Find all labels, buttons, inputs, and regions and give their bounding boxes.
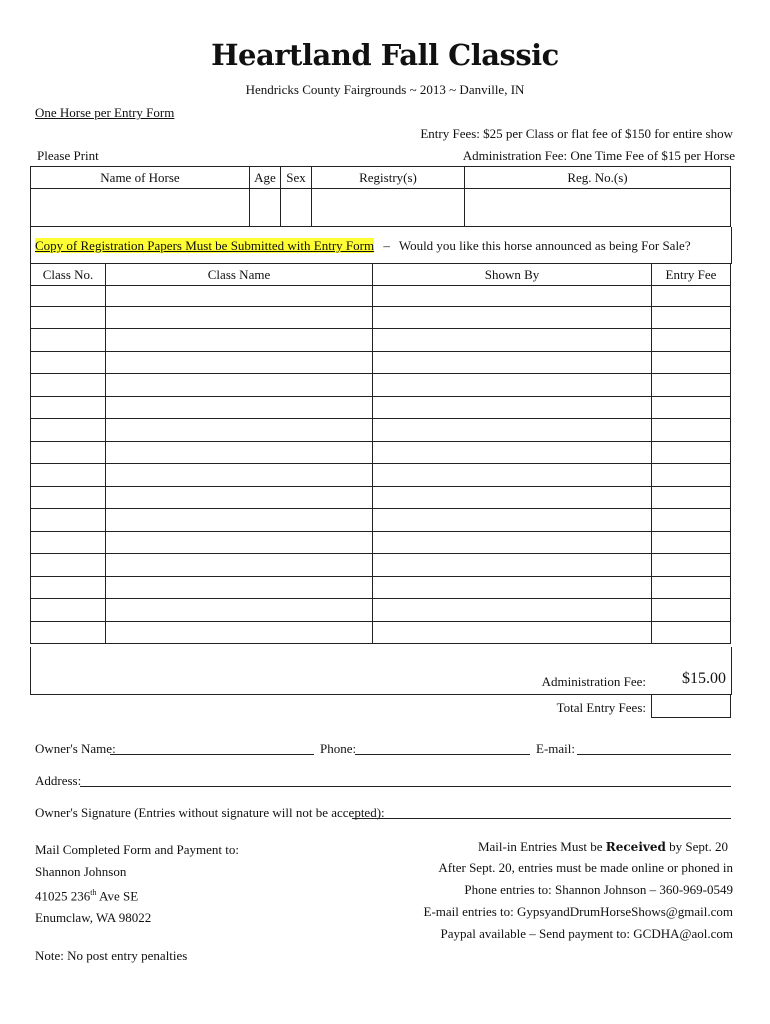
table-row: [31, 599, 731, 622]
page-subtitle: Hendricks County Fairgrounds ~ 2013 ~ Danville, IN: [245, 82, 525, 97]
header-name-of-horse: Name of Horse: [31, 167, 250, 189]
please-print: Please Print: [37, 148, 99, 163]
shown-by-field[interactable]: [373, 464, 652, 487]
class-no-field[interactable]: [31, 554, 106, 577]
table-row: [31, 419, 731, 442]
shown-by-field[interactable]: [373, 442, 652, 464]
entry-fees-note: Entry Fees: $25 per Class or flat fee of $150 for entire show: [420, 126, 733, 141]
form-name: One Horse per Entry Form: [35, 105, 175, 120]
table-row: [31, 464, 731, 487]
entry-fee-field[interactable]: [652, 554, 731, 577]
horse-sex-field[interactable]: [281, 189, 312, 227]
table-row: [31, 577, 731, 599]
class-no-field[interactable]: [31, 419, 106, 442]
email-label: E-mail:: [536, 741, 575, 756]
table-row: [31, 397, 731, 419]
shown-by-field[interactable]: [373, 352, 652, 374]
horse-age-field[interactable]: [250, 189, 281, 227]
for-sale-question: Would you like this horse announced as being For Sale?: [398, 238, 691, 253]
table-row: [31, 532, 731, 554]
shown-by-field[interactable]: [373, 509, 652, 532]
class-name-field[interactable]: [106, 509, 373, 532]
phone-entries: Phone entries to: Shannon Johnson – 360-969-0549: [464, 882, 733, 897]
entry-fee-field[interactable]: [652, 374, 731, 397]
header-class-no: Class No.: [31, 264, 106, 286]
header-reg-no: Reg. No.(s): [465, 167, 731, 189]
phone-label: Phone:: [320, 741, 357, 756]
table-row: [31, 307, 731, 329]
papers-note-row: [35, 238, 691, 254]
shown-by-field[interactable]: [373, 599, 652, 622]
class-name-field[interactable]: [106, 487, 373, 509]
shown-by-field[interactable]: [373, 554, 652, 577]
shown-by-field[interactable]: [373, 487, 652, 509]
table-row: [31, 509, 731, 532]
entry-fee-field[interactable]: [652, 329, 731, 352]
mail-deadline: Mail-in Entries Must be Received by Sept. 20: [477, 839, 728, 854]
horse-registry-field[interactable]: [312, 189, 465, 227]
horse-name-field[interactable]: [31, 189, 250, 227]
mail-to-label: Mail Completed Form and Payment to:: [35, 842, 240, 857]
papers-note: Copy of Registration Papers Must be Submitted with Entry Form: [35, 238, 375, 253]
class-no-field[interactable]: [31, 487, 106, 509]
entry-fee-field[interactable]: [652, 442, 731, 464]
class-name-field[interactable]: [106, 329, 373, 352]
entry-fee-field[interactable]: [652, 464, 731, 487]
class-no-field[interactable]: [31, 464, 106, 487]
post-entry-note: Note: No post entry penalties: [35, 948, 188, 963]
class-name-field[interactable]: [106, 554, 373, 577]
table-row: [31, 352, 731, 374]
table-row: [31, 487, 731, 509]
class-name-field[interactable]: [106, 622, 373, 644]
shown-by-field[interactable]: [373, 307, 652, 329]
class-name-field[interactable]: [106, 532, 373, 554]
class-no-field[interactable]: [31, 599, 106, 622]
shown-by-field[interactable]: [373, 419, 652, 442]
class-no-field[interactable]: [31, 509, 106, 532]
class-name-field[interactable]: [106, 577, 373, 599]
class-name-field[interactable]: [106, 352, 373, 374]
phone-field[interactable]: [355, 754, 530, 755]
class-no-field[interactable]: [31, 532, 106, 554]
class-name-field[interactable]: [106, 419, 373, 442]
email-entries: E-mail entries to: GypsyandDrumHorseShows@gmail.com: [423, 904, 733, 919]
shown-by-field[interactable]: [373, 397, 652, 419]
mail-name: Shannon Johnson: [35, 863, 127, 879]
header-registry: Registry(s): [312, 167, 465, 189]
shown-by-field[interactable]: [373, 532, 652, 554]
paypal-note: Paypal available – Send payment to: GCDHA@aol.com: [440, 926, 733, 941]
class-name-field[interactable]: [106, 307, 373, 329]
shown-by-field[interactable]: [373, 577, 652, 599]
signature-label: Owner's Signature (Entries without signature will not be accepted):: [35, 805, 385, 820]
table-row: [31, 622, 731, 644]
table-row: [31, 374, 731, 397]
header-shown-by: Shown By: [373, 264, 652, 286]
total-fees-label: Total Entry Fees:: [556, 700, 646, 715]
entry-fee-field[interactable]: [652, 397, 731, 419]
admin-fee-note: Administration Fee: One Time Fee of $15 per Horse: [462, 148, 735, 163]
class-no-field[interactable]: [31, 307, 106, 329]
entry-fee-field[interactable]: [652, 487, 731, 509]
admin-fee-value: $15.00: [682, 670, 726, 687]
class-no-field[interactable]: [31, 442, 106, 464]
horse-reg-no-field[interactable]: [465, 189, 731, 227]
entry-fee-field[interactable]: [652, 419, 731, 442]
horse-info-table: [30, 166, 731, 227]
header-age: Age: [250, 167, 281, 189]
owner-name-label: Owner's Name:: [35, 741, 116, 756]
header-entry-fee: Entry Fee: [652, 264, 731, 286]
mail-to-block: [35, 839, 239, 928]
table-row: [31, 329, 731, 352]
mail-city: Enumclaw, WA 98022: [35, 909, 152, 925]
mail-street: 41025 236th Ave SE: [35, 888, 139, 904]
address-label: Address:: [35, 773, 82, 788]
class-table: [30, 263, 731, 644]
shown-by-field[interactable]: [373, 374, 652, 397]
class-no-field[interactable]: [31, 286, 106, 307]
table-row: [31, 554, 731, 577]
dash-separator: –: [383, 238, 390, 253]
page-title: Heartland Fall Classic: [211, 38, 559, 72]
class-no-field[interactable]: [31, 374, 106, 397]
email-field[interactable]: [577, 754, 731, 755]
class-name-field[interactable]: [106, 374, 373, 397]
address-field[interactable]: [80, 786, 731, 787]
entry-fee-field[interactable]: [652, 599, 731, 622]
signature-field[interactable]: [352, 818, 731, 819]
entry-fee-field[interactable]: [652, 509, 731, 532]
class-name-field[interactable]: [106, 442, 373, 464]
class-name-field[interactable]: [106, 599, 373, 622]
table-row: [31, 442, 731, 464]
class-no-field[interactable]: [31, 577, 106, 599]
entry-fee-field[interactable]: [652, 532, 731, 554]
class-no-field[interactable]: [31, 329, 106, 352]
class-name-field[interactable]: [106, 397, 373, 419]
class-no-field[interactable]: [31, 397, 106, 419]
entry-fee-field[interactable]: [652, 286, 731, 307]
entry-fee-field[interactable]: [652, 307, 731, 329]
entry-fee-field[interactable]: [652, 352, 731, 374]
shown-by-field[interactable]: [373, 286, 652, 307]
header-class-name: Class Name: [106, 264, 373, 286]
class-no-field[interactable]: [31, 622, 106, 644]
class-no-field[interactable]: [31, 352, 106, 374]
entry-fee-field[interactable]: [652, 577, 731, 599]
total-fees-field[interactable]: [651, 694, 731, 718]
header-sex: Sex: [281, 167, 312, 189]
shown-by-field[interactable]: [373, 622, 652, 644]
class-name-field[interactable]: [106, 286, 373, 307]
table-row: [31, 286, 731, 307]
shown-by-field[interactable]: [373, 329, 652, 352]
admin-fee-label: Administration Fee:: [541, 674, 646, 689]
owner-name-field[interactable]: [110, 754, 314, 755]
class-name-field[interactable]: [106, 464, 373, 487]
after-sept-note: After Sept. 20, entries must be made online or phoned in: [438, 860, 733, 875]
entry-fee-field[interactable]: [652, 622, 731, 644]
